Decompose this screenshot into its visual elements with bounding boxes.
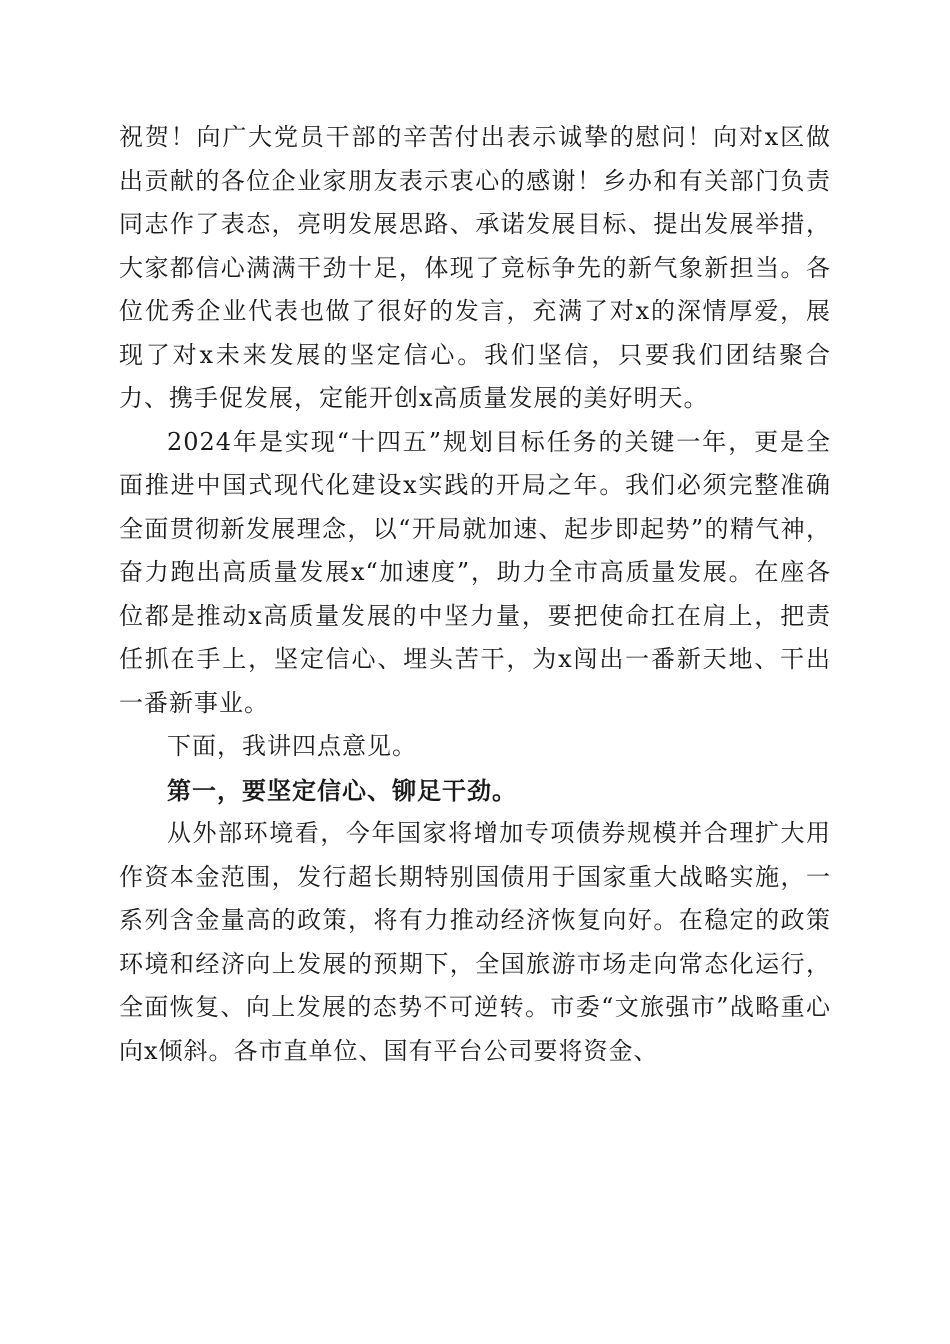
paragraph-body: 2024年是实现“十四五”规划目标任务的关键一年，更是全面推进中国式现代化建设x实践的开局之年。我们必须完整准确全面贯彻新发展理念，以“开局就加速、起步即起势”的精气神，奋力跑出高质量发展x“加速度”，助力全市高质量发展。在座各位都是推动x高质量发展的中坚力量，要把使命扛在肩上，把责任抓在手上，坚定信心、埋头苦干，为x闯出一番新天地、干出一番新事业。: [119, 427, 831, 717]
paragraph-intro: 下面，我讲四点意见。: [167, 732, 417, 760]
paragraph-body: 从外部环境看，今年国家将增加专项债券规模并合理扩大用作资本金范围，发行超长期特别国债用于国家重大战略实施，一系列含金量高的政策，将有力推动经济恢复向好。在稳定的政策环境和经济向上发展的预期下，全国旅游市场走向常态化运行，全面恢复、向上发展的态势不可逆转。市委“文旅强市”战略重心向x倾斜。各市直单位、国有平台公司要将资金、: [119, 819, 831, 1065]
document-body: [119, 116, 831, 1073]
paragraph-continuation: 祝贺！向广大党员干部的辛苦付出表示诚挚的慰问！向对x区做出贡献的各位企业家朋友表示衷心的感谢！乡办和有关部门负责同志作了表态，亮明发展思路、承诺发展目标、提出发展举措，大家都信心满满干劲十足，体现了竞标争先的新气象新担当。各位优秀企业代表也做了很好的发言，充满了对x的深情厚爱，展现了对x未来发展的坚定信心。我们坚信，只要我们团结聚合力、携手促发展，定能开创x高质量发展的美好明天。: [119, 123, 831, 412]
section-heading: 第一，要坚定信心、铆足干劲。: [167, 775, 517, 805]
